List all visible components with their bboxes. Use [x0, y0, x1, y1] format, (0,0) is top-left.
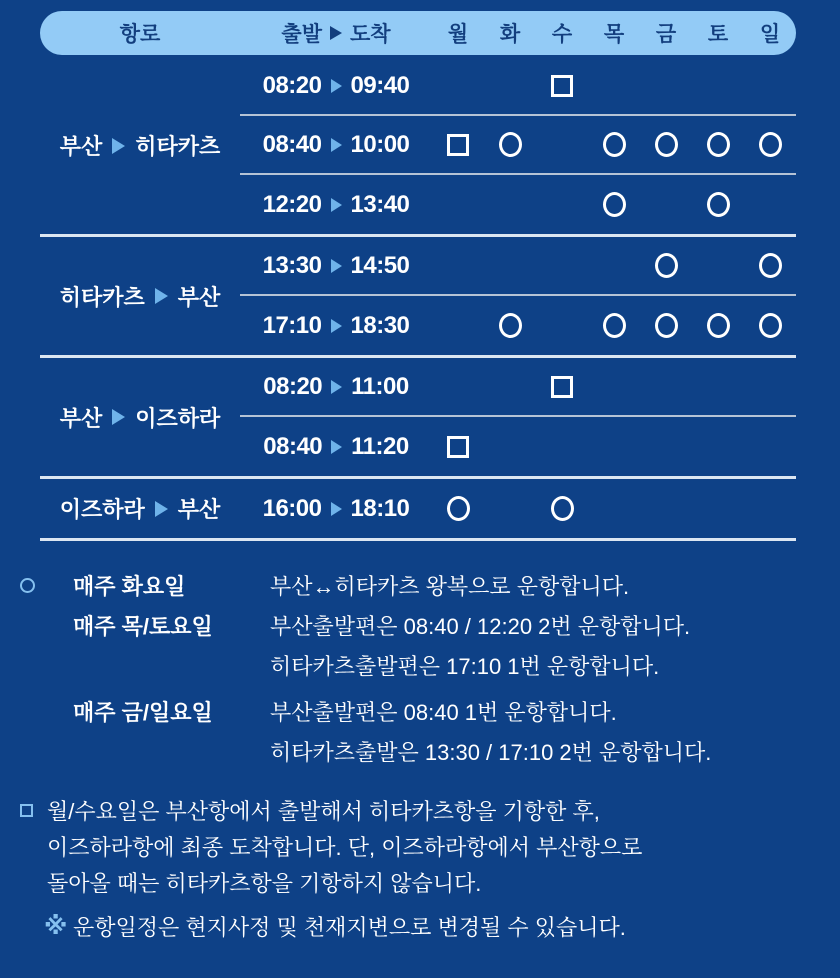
day-mark-sun — [744, 358, 796, 415]
arrow-right-icon — [155, 288, 168, 304]
day-mark-sun — [744, 479, 796, 538]
route-origin: 이즈하라 — [59, 497, 145, 522]
header-dep-label: 출발 — [281, 23, 322, 46]
dep-time: 08:40 — [263, 432, 323, 460]
day-mark-fri — [640, 237, 692, 294]
route-rows — [240, 358, 796, 476]
header-day-thu: 목 — [603, 23, 625, 46]
arrow-right-icon — [331, 198, 342, 212]
route-label — [40, 479, 240, 538]
day-mark-wed — [536, 479, 588, 538]
day-mark-tue — [484, 358, 536, 415]
arrow-right-icon — [331, 138, 342, 152]
time-cell — [240, 479, 432, 538]
arrow-right-icon — [112, 409, 125, 425]
table-row — [240, 237, 796, 296]
day-mark-thu — [588, 116, 640, 173]
legend-term: 매주 화요일 — [73, 573, 186, 599]
arrow-right-icon — [155, 501, 168, 517]
time-cell — [240, 57, 432, 114]
day-mark-sun — [744, 175, 796, 234]
day-mark-wed — [536, 296, 588, 355]
table-row — [240, 417, 796, 476]
header-arr-label: 도착 — [350, 23, 391, 46]
day-mark-mon — [432, 175, 484, 234]
arrow-right-icon — [112, 138, 125, 154]
legend-desc: 부산출발편은 08:40 / 12:20 2번 운항합니다. — [270, 613, 691, 639]
day-mark-fri — [640, 358, 692, 415]
header-dep-arr — [240, 18, 432, 48]
arrow-right-icon — [331, 380, 342, 394]
route-group-hitakatsu-busan — [40, 237, 796, 358]
day-mark-mon — [432, 57, 484, 114]
day-mark-thu — [588, 175, 640, 234]
day-mark-sat — [692, 57, 744, 114]
day-mark-thu — [588, 296, 640, 355]
time-cell — [240, 175, 432, 234]
header-day-tue: 화 — [499, 23, 521, 46]
day-mark-sat — [692, 479, 744, 538]
arr-time: 09:40 — [350, 71, 410, 99]
dep-time: 13:30 — [262, 251, 322, 279]
day-mark-fri — [640, 175, 692, 234]
arr-time: 14:50 — [350, 251, 410, 279]
day-mark-sun — [744, 417, 796, 476]
header-day-wed: 수 — [551, 23, 573, 46]
arrow-right-icon — [331, 319, 342, 333]
table-row — [240, 116, 796, 175]
time-cell — [240, 237, 432, 294]
day-mark-sat — [692, 296, 744, 355]
reference-mark-icon: ※ — [44, 912, 68, 940]
dep-time: 08:20 — [262, 71, 322, 99]
day-mark-tue — [484, 57, 536, 114]
route-label — [40, 237, 240, 355]
route-rows — [240, 57, 796, 234]
table-row — [240, 175, 796, 234]
day-mark-fri — [640, 296, 692, 355]
day-mark-wed — [536, 116, 588, 173]
time-cell — [240, 358, 432, 415]
route-dest: 이즈하라 — [135, 405, 221, 431]
disclaimer — [20, 908, 820, 944]
legend-row — [20, 731, 820, 771]
legend-desc: 히타카츠출발은 13:30 / 17:10 2번 운항합니다. — [270, 739, 712, 765]
day-mark-mon — [432, 296, 484, 355]
arrow-right-icon — [331, 79, 342, 93]
legend — [20, 565, 820, 944]
square-icon — [20, 804, 33, 817]
day-mark-sat — [692, 175, 744, 234]
arrow-right-icon — [330, 26, 342, 40]
arr-time: 10:00 — [350, 130, 410, 158]
legend-term: 매주 목/토요일 — [73, 613, 213, 639]
dep-time: 08:40 — [262, 130, 322, 158]
arr-time: 18:30 — [350, 311, 410, 339]
day-mark-tue — [484, 417, 536, 476]
day-mark-wed — [536, 175, 588, 234]
schedule-table-body — [40, 57, 796, 541]
arrow-right-icon — [331, 440, 342, 454]
day-mark-thu — [588, 237, 640, 294]
route-origin: 부산 — [59, 405, 103, 431]
day-mark-thu — [588, 358, 640, 415]
arr-time: 11:20 — [351, 432, 409, 460]
day-mark-sun — [744, 296, 796, 355]
day-mark-fri — [640, 57, 692, 114]
day-mark-sat — [692, 417, 744, 476]
time-cell — [240, 116, 432, 173]
day-mark-wed — [536, 57, 588, 114]
day-mark-sun — [744, 116, 796, 173]
route-label — [40, 358, 240, 476]
header-day-sun: 일 — [759, 23, 781, 46]
day-mark-tue — [484, 237, 536, 294]
day-mark-sun — [744, 237, 796, 294]
header-day-fri: 금 — [655, 23, 677, 46]
table-row — [240, 358, 796, 417]
route-group-izuhara-busan — [40, 479, 796, 541]
route-rows — [240, 237, 796, 355]
route-group-busan-izuhara — [40, 358, 796, 479]
table-row — [240, 57, 796, 116]
legend-term: 매주 금/일요일 — [73, 699, 213, 725]
route-origin: 히타카츠 — [59, 284, 145, 310]
day-mark-tue — [484, 116, 536, 173]
day-mark-tue — [484, 175, 536, 234]
time-cell — [240, 417, 432, 476]
legend-symbol-cell — [20, 578, 73, 593]
legend-desc: 부산출발편은 08:40 1번 운항합니다. — [270, 699, 617, 725]
route-dest: 히타카츠 — [135, 134, 221, 159]
dep-time: 12:20 — [262, 190, 322, 218]
day-mark-wed — [536, 417, 588, 476]
day-mark-mon — [432, 237, 484, 294]
table-row — [240, 296, 796, 355]
legend-desc: 부산↔히타카츠 왕복으로 운항합니다. — [270, 573, 630, 599]
circle-icon — [20, 578, 35, 593]
header-day-mon: 월 — [447, 23, 469, 46]
day-mark-fri — [640, 479, 692, 538]
route-group-busan-hitakatsu — [40, 57, 796, 237]
arrow-right-icon — [331, 502, 342, 516]
disclaimer-text: 운항일정은 현지사정 및 천재지변으로 변경될 수 있습니다. — [73, 914, 626, 940]
day-mark-mon — [432, 116, 484, 173]
day-mark-tue — [484, 296, 536, 355]
square-note — [20, 794, 820, 902]
legend-row — [20, 691, 820, 731]
note-line: 월/수요일은 부산항에서 출발해서 히타카츠항을 기항한 후, — [47, 799, 600, 824]
arr-time: 13:40 — [350, 190, 410, 218]
table-row — [240, 479, 796, 538]
ferry-schedule-page — [0, 11, 840, 978]
note-line: 돌아올 때는 히타카츠항을 기항하지 않습니다. — [47, 871, 482, 896]
day-mark-mon — [432, 479, 484, 538]
header-route: 항로 — [119, 23, 161, 46]
day-mark-sun — [744, 57, 796, 114]
arr-time: 18:10 — [350, 494, 410, 522]
arr-time: 11:00 — [351, 372, 409, 400]
route-dest: 부산 — [177, 284, 221, 310]
square-note-text — [47, 794, 820, 902]
time-cell — [240, 296, 432, 355]
legend-row — [20, 565, 820, 605]
day-mark-thu — [588, 417, 640, 476]
day-mark-wed — [536, 358, 588, 415]
dep-time: 17:10 — [262, 311, 322, 339]
route-origin: 부산 — [59, 134, 103, 159]
note-line: 이즈하라항에 최종 도착합니다. 단, 이즈하라항에서 부산항으로 — [47, 835, 643, 860]
day-mark-sat — [692, 116, 744, 173]
day-mark-mon — [432, 417, 484, 476]
header-day-sat: 토 — [707, 23, 729, 46]
legend-row — [20, 645, 820, 685]
dep-time: 08:20 — [263, 372, 323, 400]
day-mark-sat — [692, 358, 744, 415]
day-mark-thu — [588, 479, 640, 538]
table-header-row — [40, 11, 796, 55]
day-mark-mon — [432, 358, 484, 415]
day-mark-tue — [484, 479, 536, 538]
day-mark-thu — [588, 57, 640, 114]
route-rows — [240, 479, 796, 538]
legend-symbol-cell — [20, 794, 47, 902]
route-label — [40, 57, 240, 234]
legend-desc: 히타카츠출발편은 17:10 1번 운항합니다. — [270, 653, 660, 679]
dep-time: 16:00 — [262, 494, 322, 522]
arrow-right-icon — [331, 259, 342, 273]
day-mark-fri — [640, 116, 692, 173]
day-mark-sat — [692, 237, 744, 294]
day-mark-fri — [640, 417, 692, 476]
route-dest: 부산 — [177, 497, 221, 522]
day-mark-wed — [536, 237, 588, 294]
legend-row — [20, 605, 820, 645]
